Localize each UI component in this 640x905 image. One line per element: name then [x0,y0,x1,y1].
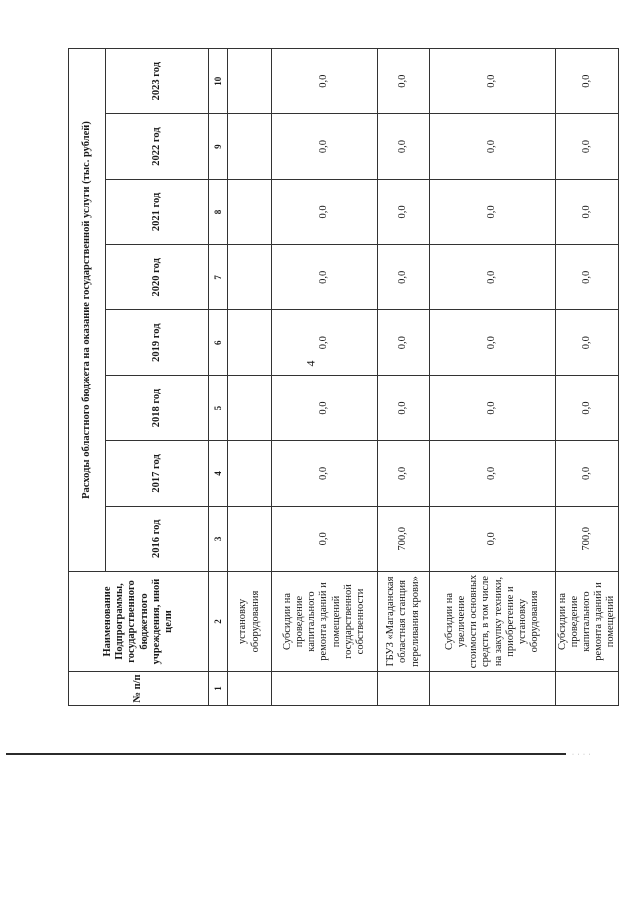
row-value: 0,0 [430,114,556,179]
rotated-table-wrapper [68,48,617,706]
index-cell: 8 [209,179,228,244]
row-value: 0,0 [556,179,619,244]
row-value: 0,0 [556,310,619,375]
row-value [228,49,272,114]
header-group: Расходы областного бюджета на оказание государственной услуги (тыс. рублей) [69,49,106,572]
row-value: 0,0 [430,506,556,571]
row-value: 0,0 [378,49,430,114]
row-value: 0,0 [378,441,430,506]
row-name: Субсидии на увеличение стоимости основных средств, в том числе на закупку техники, приобретение и установку оборудования [430,572,556,672]
scan-divider-line [6,753,566,755]
row-value: 700,0 [378,506,430,571]
row-value: 0,0 [272,375,378,440]
header-year: 2021 год [106,179,209,244]
index-row [209,49,228,706]
index-cell: 7 [209,245,228,310]
row-value: 0,0 [430,179,556,244]
row-value: 0,0 [272,114,378,179]
header-year: 2023 год [106,49,209,114]
row-value: 0,0 [272,310,378,375]
row-value [228,114,272,179]
header-year: 2022 год [106,114,209,179]
header-num: № п/п [69,672,209,706]
row-value: 0,0 [378,179,430,244]
index-cell: 5 [209,375,228,440]
header-year: 2018 год [106,375,209,440]
header-name: Наименование Подпрограммы, государственного бюджетного учреждения, иной цели [69,572,209,672]
row-value: 0,0 [430,245,556,310]
index-cell: 6 [209,310,228,375]
header-year: 2020 год [106,245,209,310]
index-cell: 9 [209,114,228,179]
index-cell: 10 [209,49,228,114]
row-value: 0,0 [556,114,619,179]
row-name: ГБУЗ «Магаданская областная станция переливания крови» [378,572,430,672]
header-year: 2016 год [106,506,209,571]
row-value: 0,0 [430,310,556,375]
row-name: Субсидии на проведение капитального ремонта зданий и помещений [556,572,619,672]
row-value: 0,0 [556,245,619,310]
scan-artifact: · · · · [572,752,592,758]
table-row [430,49,556,706]
row-value [228,310,272,375]
row-value [228,245,272,310]
row-value: 0,0 [272,506,378,571]
row-name: установку оборудования [228,572,272,672]
index-cell: 3 [209,506,228,571]
row-value: 0,0 [378,114,430,179]
row-value: 0,0 [430,375,556,440]
row-num [228,672,272,706]
row-value: 0,0 [378,245,430,310]
table-row [228,49,272,706]
table-row [272,49,378,706]
row-value: 0,0 [378,310,430,375]
page-number: 4 [303,360,318,367]
row-num [430,672,556,706]
table-row [378,49,430,706]
table-row [556,49,619,706]
row-value [228,179,272,244]
row-value: 0,0 [556,49,619,114]
row-value: 0,0 [272,179,378,244]
row-value: 0,0 [430,441,556,506]
row-value: 0,0 [556,441,619,506]
index-cell: 4 [209,441,228,506]
index-cell: 1 [209,672,228,706]
index-cell: 2 [209,572,228,672]
rotated-table-container [68,48,617,706]
row-value: 0,0 [272,49,378,114]
row-value [228,441,272,506]
row-value: 0,0 [556,375,619,440]
row-name: Субсидии на проведение капитального ремонта зданий и помещений государственной собственности [272,572,378,672]
row-num [272,672,378,706]
header-year: 2019 год [106,310,209,375]
row-value: 0,0 [272,441,378,506]
header-row-group [69,49,106,706]
row-value: 0,0 [272,245,378,310]
row-num [556,672,619,706]
row-value [228,506,272,571]
header-year: 2017 год [106,441,209,506]
budget-table [68,48,619,706]
row-value: 0,0 [378,375,430,440]
row-num [378,672,430,706]
row-value: 700,0 [556,506,619,571]
row-value [228,375,272,440]
row-value: 0,0 [430,49,556,114]
